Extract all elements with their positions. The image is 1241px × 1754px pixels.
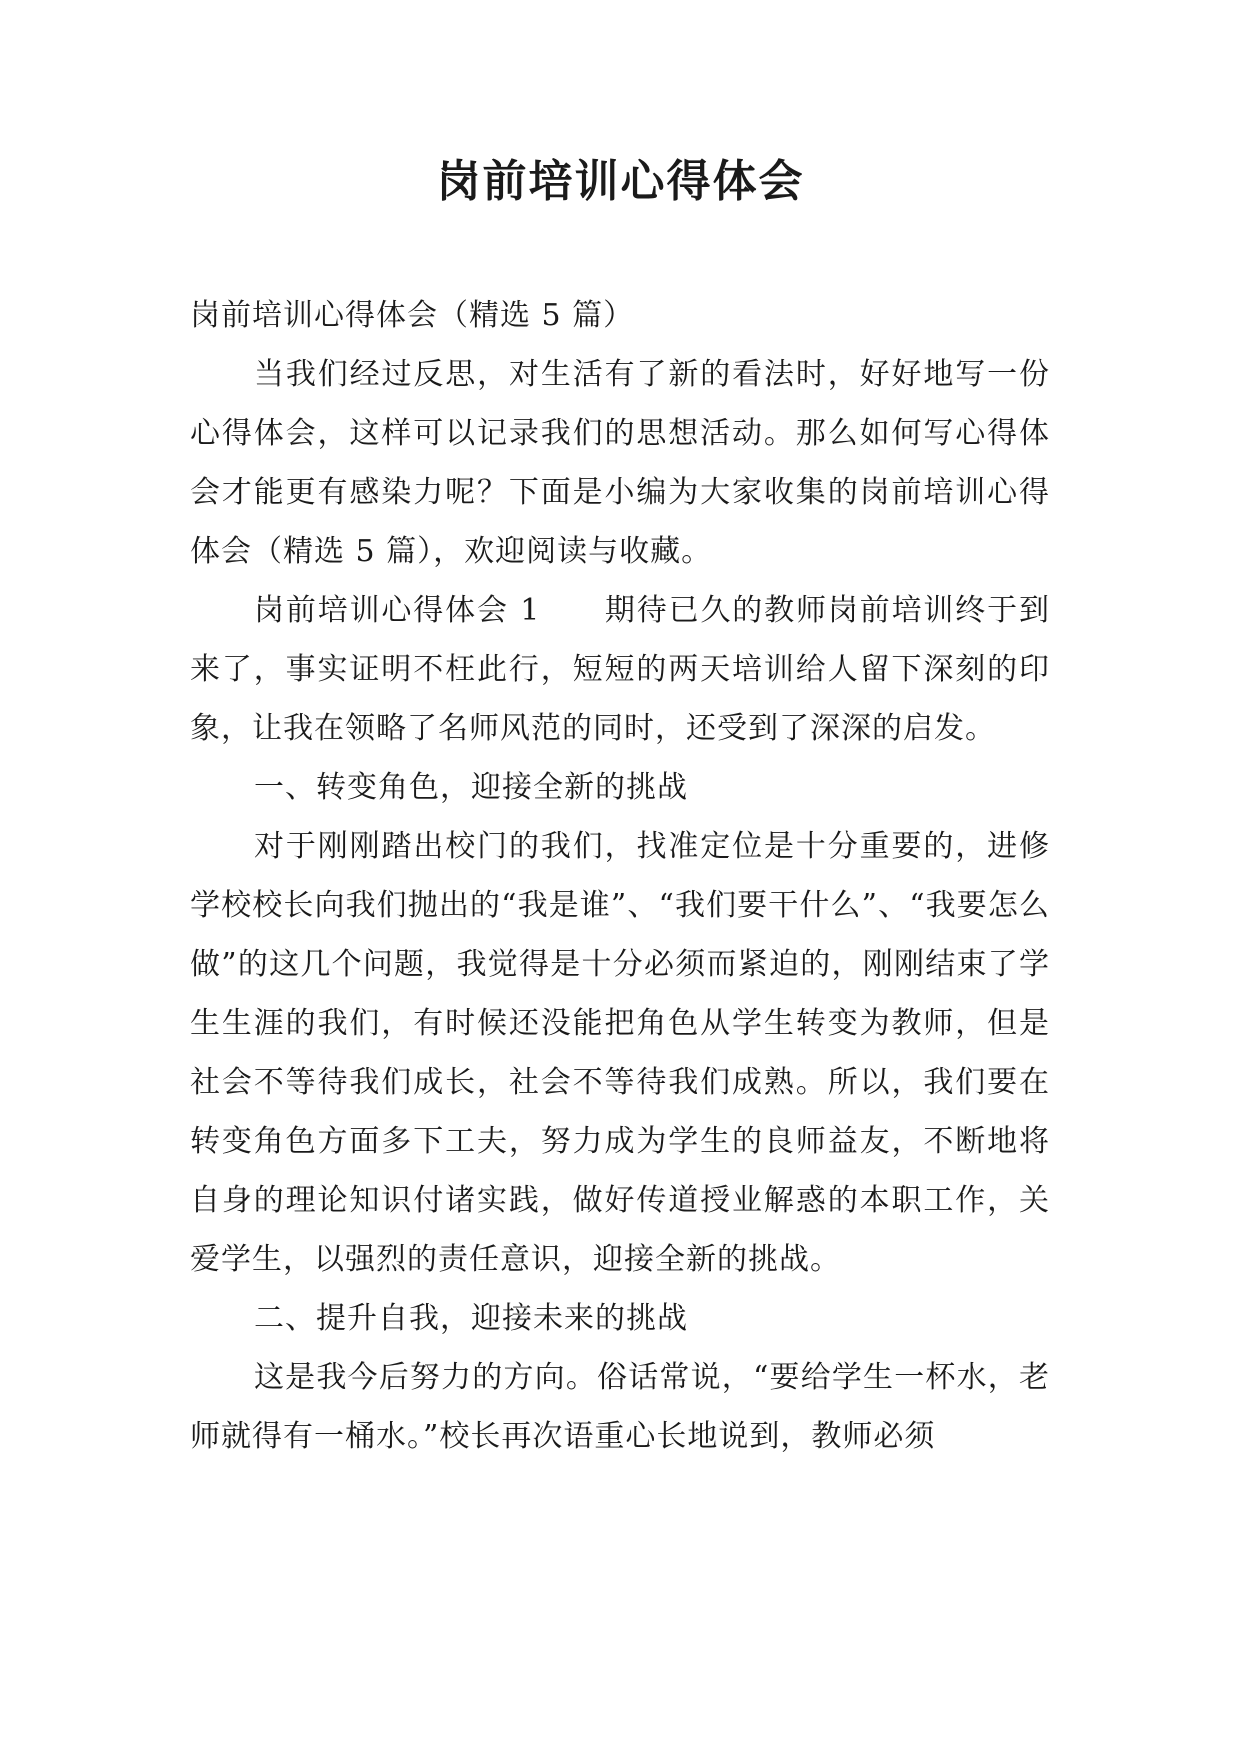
document-title: 岗前培训心得体会 [436, 156, 805, 207]
paragraph-article-1: 岗前培训心得体会 1 期待已久的教师岗前培训终于到来了，事实证明不枉此行，短短的两天培训给人留下深刻的印象，让我在领略了名师风范的同时，还受到了深深的启发。 [190, 593, 1050, 746]
paragraph-section-1: 对于刚刚踏出校门的我们，找准定位是十分重要的，进修学校校长向我们抛出的“我是谁”、“我们要干什么”、“我要怎么做”的这几个问题，我觉得是十分必须而紧迫的，刚刚结束了学生生涯的我们，有时候还没能把角色从学生转变为教师，但是社会不等待我们成长，社会不等待我们成熟。所以，我们要在转变角色方面多下工夫，努力成为学生的良师益友，不断地将自身的理论知识付诸实践，做好传道授业解惑的本职工作，关爱学生，以强烈的责任意识，迎接全新的挑战。 [190, 829, 1050, 1277]
section-heading-2: 二、提升自我，迎接未来的挑战 [254, 1301, 688, 1336]
paragraph-intro: 当我们经过反思，对生活有了新的看法时，好好地写一份心得体会，这样可以记录我们的思想活动。那么如何写心得体会才能更有感染力呢？下面是小编为大家收集的岗前培训心得体会（精选 5 篇），欢迎阅读与收藏。 [190, 357, 1050, 569]
document-subtitle: 岗前培训心得体会（精选 5 篇） [190, 298, 635, 333]
paragraph-section-2: 这是我今后努力的方向。俗话常说，“要给学生一杯水，老师就得有一桶水。”校长再次语重心长地说到，教师必须 [190, 1360, 1050, 1454]
section-heading-1: 一、转变角色，迎接全新的挑战 [254, 770, 688, 805]
document-body [190, 286, 1050, 1466]
